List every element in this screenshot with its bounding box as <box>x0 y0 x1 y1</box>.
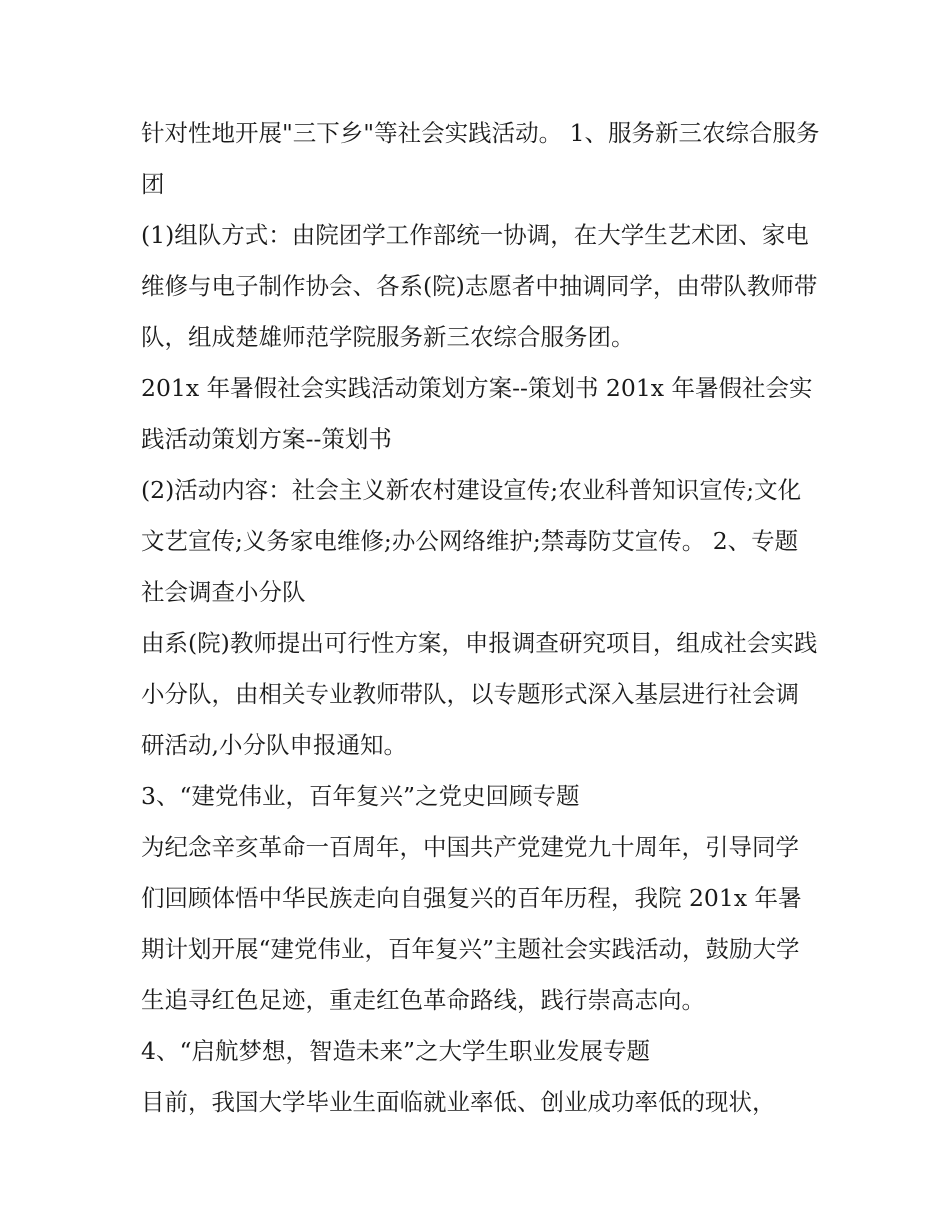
paragraph-activity-content: (2)活动内容：社会主义新农村建设宣传;农业科普知识宣传;文化文艺宣传;义务家电维修;办公网络维护;禁毒防艾宣传。 2、专题社会调查小分队 <box>141 476 802 606</box>
paragraph-career-development: 目前，我国大学毕业生面临就业率低、创业成功率低的现状， <box>141 1088 776 1116</box>
paragraph-team-formation: (1)组队方式：由院团学工作部统一协调，在大学生艺术团、家电维修与电子制作协会、各系(院)志愿者中抽调同学，由带队教师带队，组成楚雄师范学院服务新三农综合服务团。 <box>141 221 818 351</box>
document-body <box>141 108 821 1128</box>
heading-career-development: 4、“启航梦想，智造未来”之大学生职业发展专题 <box>141 1037 650 1065</box>
paragraph-plan-title: 201x 年暑假社会实践活动策划方案--策划书 201x 年暑假社会实践活动策划方案--策划书 <box>141 374 813 453</box>
paragraph-research-team: 由系(院)教师提出可行性方案，申报调查研究项目，组成社会实践小分队，由相关专业教师带队，以专题形式深入基层进行社会调研活动,小分队申报通知。 <box>141 629 818 759</box>
heading-party-history: 3、“建党伟业，百年复兴”之党史回顾专题 <box>141 782 580 810</box>
paragraph-party-history: 为纪念辛亥革命一百周年，中国共产党建党九十周年，引导同学们回顾体悟中华民族走向自强复兴的百年历程，我院 201x 年暑期计划开展“建党伟业，百年复兴”主题社会实践活动，鼓励大学生追寻红色足迹，重走红色革命路线，践行崇高志向。 <box>141 833 802 1014</box>
paragraph-sanxiaxiang-intro: 针对性地开展"三下乡"等社会实践活动。 1、服务新三农综合服务团 <box>141 119 820 198</box>
